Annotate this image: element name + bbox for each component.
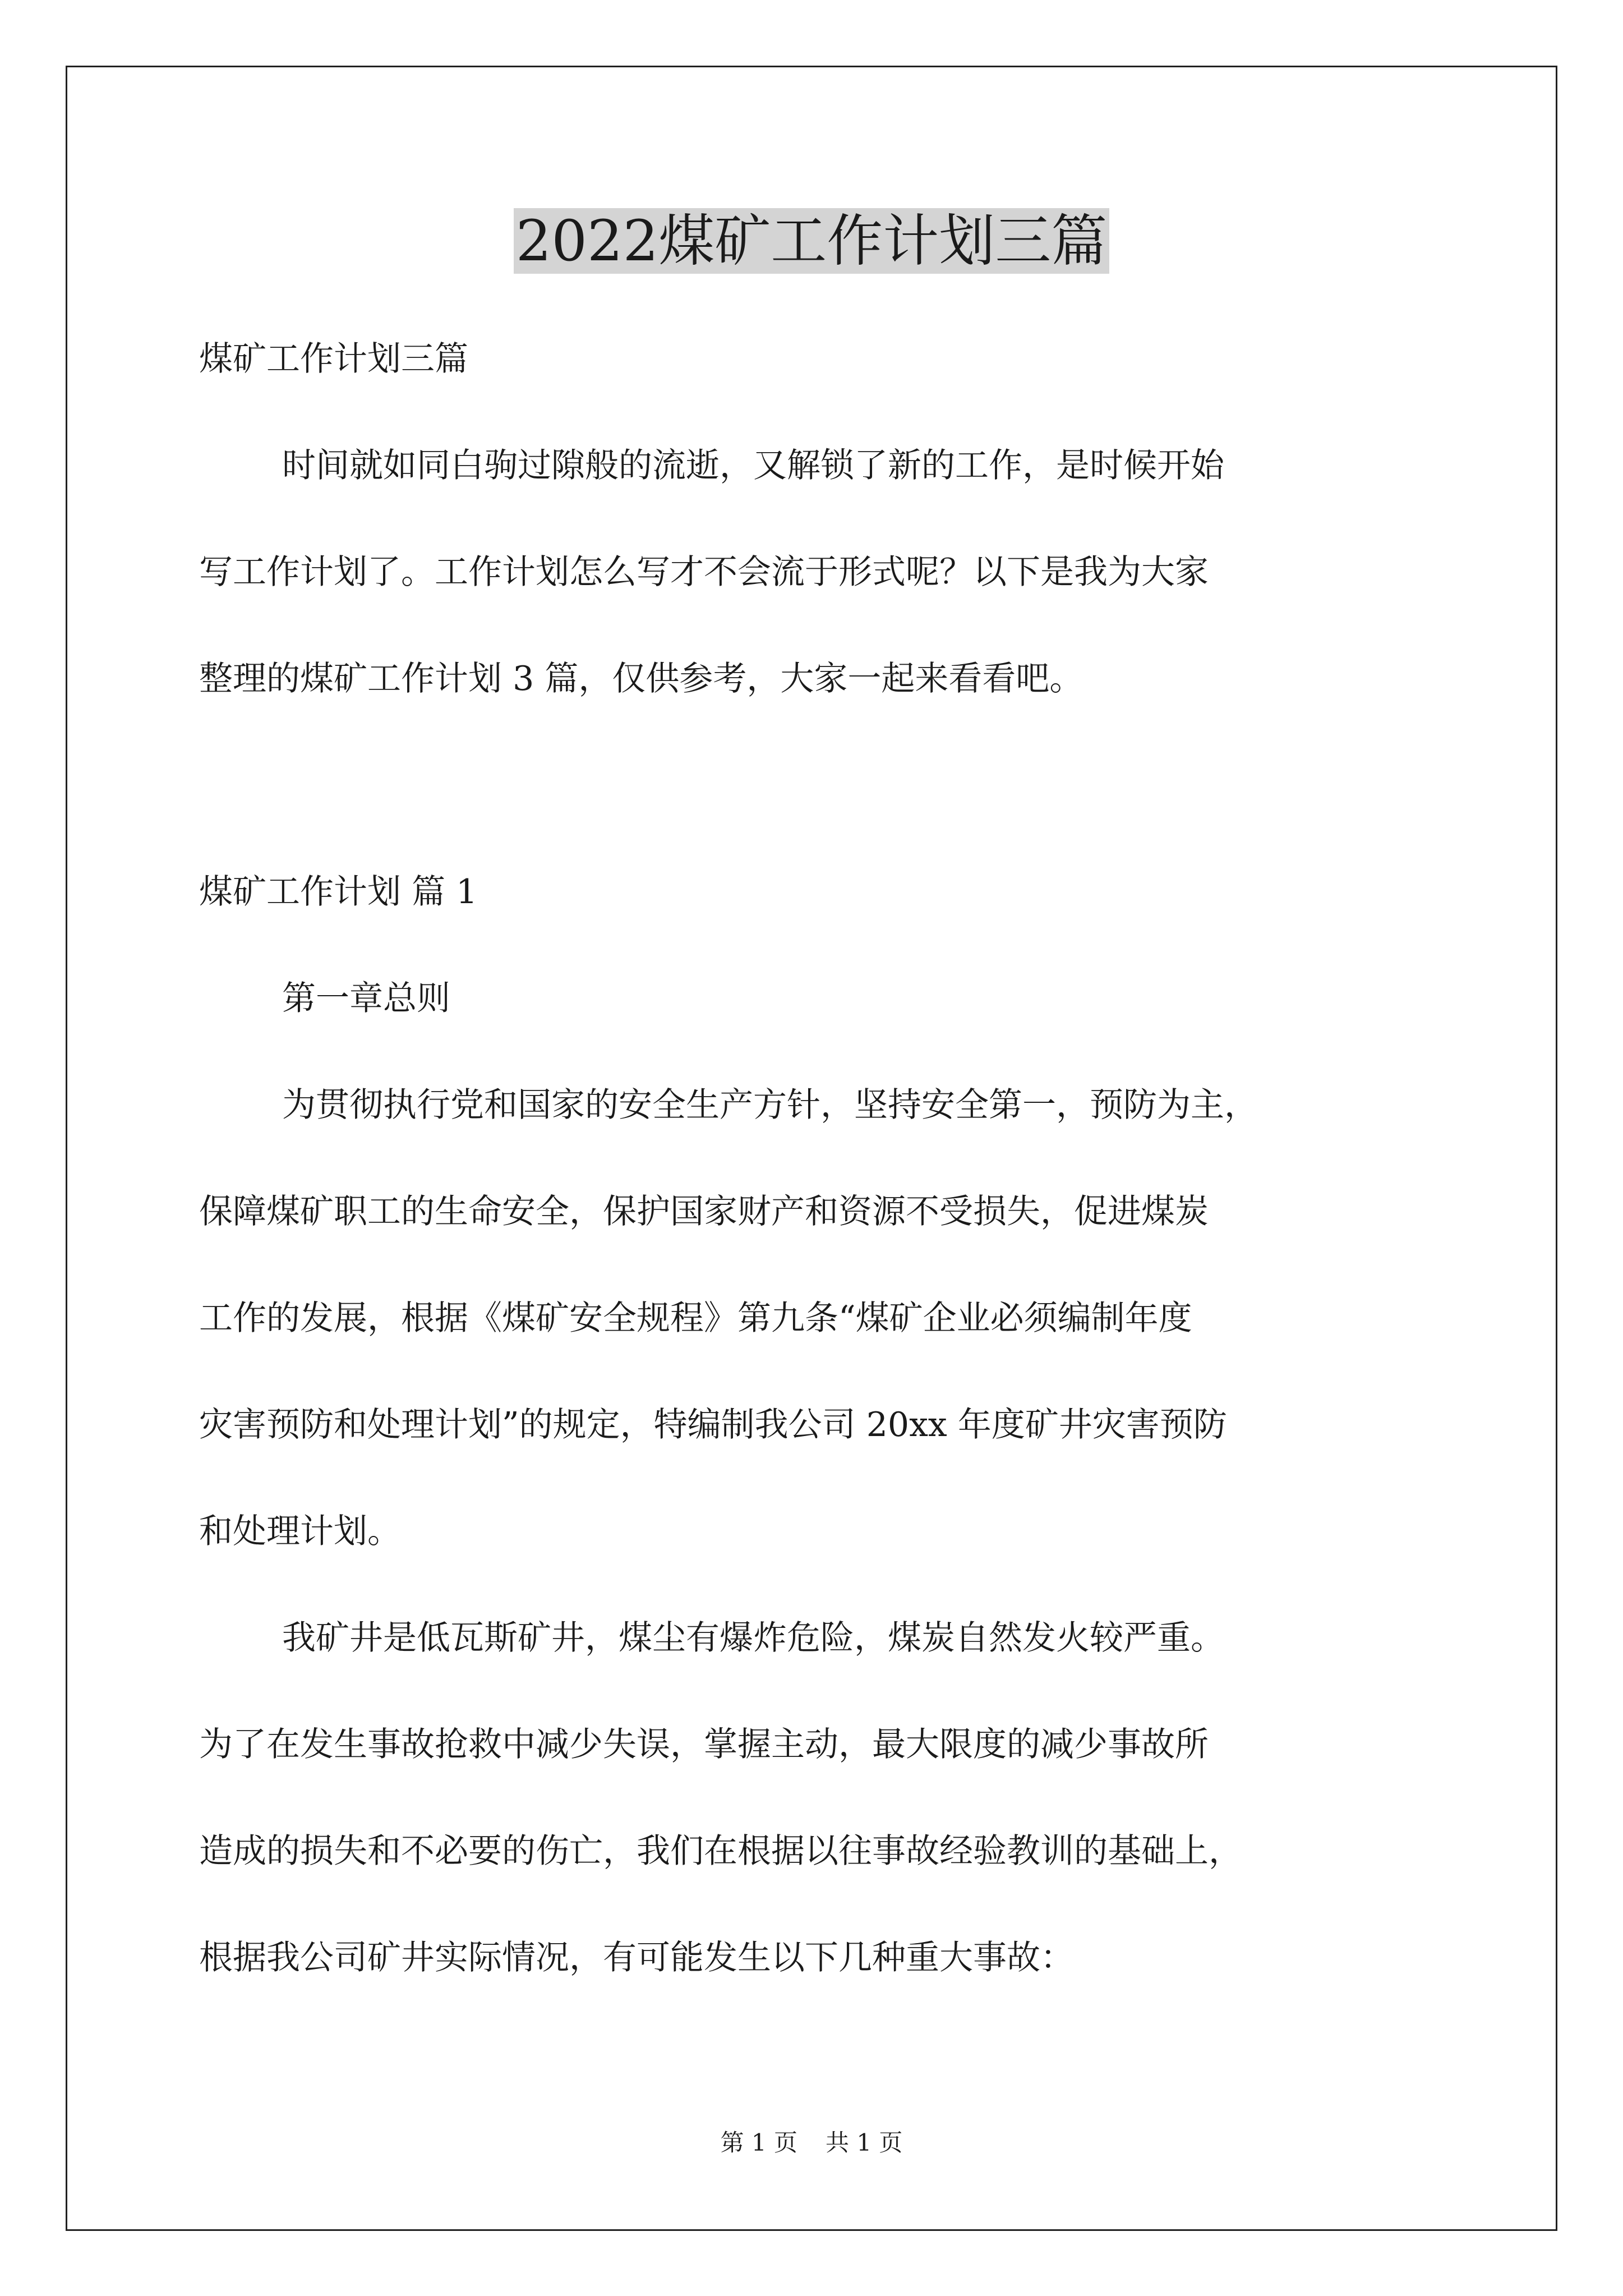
paragraph-line: 造成的损失和不必要的伤亡，我们在根据以往事故经验教训的基础上， [199,1832,1242,1871]
intro-line: 时间就如同白驹过隙般的流逝，又解锁了新的工作，是时候开始 [282,446,1224,485]
document-title-text: 2022煤矿工作计划三篇 [514,208,1110,274]
page-number: 第 1 页 [720,2129,797,2156]
paragraph-line: 和处理计划。 [199,1512,401,1551]
paragraph-line: 我矿井是低瓦斯矿井，煤尘有爆炸危险，煤炭自然发火较严重。 [282,1618,1224,1658]
chapter-heading: 第一章总则 [282,979,450,1018]
document-subtitle: 煤矿工作计划三篇 [199,339,468,379]
intro-line: 写工作计划了。工作计划怎么写才不会流于形式呢？以下是我为大家 [199,553,1209,592]
spacer [199,732,1433,839]
document-title [0,202,1623,280]
paragraph-line: 灾害预防和处理计划”的规定，特编制我公司 20xx 年度矿井灾害预防 [199,1405,1227,1444]
paragraph-line: 为了在发生事故抢救中减少失误，掌握主动，最大限度的减少事故所 [199,1725,1209,1764]
section-heading: 煤矿工作计划 篇 1 [199,872,478,912]
page-footer [0,2126,1623,2160]
paragraph-line: 根据我公司矿井实际情况，有可能发生以下几种重大事故： [199,1938,1074,1977]
paragraph-line: 为贯彻执行党和国家的安全生产方针，坚持安全第一，预防为主， [282,1085,1258,1125]
document-body [199,306,1433,2011]
paragraph-line: 保障煤矿职工的生命安全，保护国家财产和资源不受损失，促进煤炭 [199,1192,1209,1231]
intro-line: 整理的煤矿工作计划 3 篇，仅供参考，大家一起来看看吧。 [199,659,1083,698]
page-total: 共 1 页 [826,2129,903,2156]
paragraph-line: 工作的发展，根据《煤矿安全规程》第九条“煤矿企业必须编制年度 [199,1299,1192,1338]
